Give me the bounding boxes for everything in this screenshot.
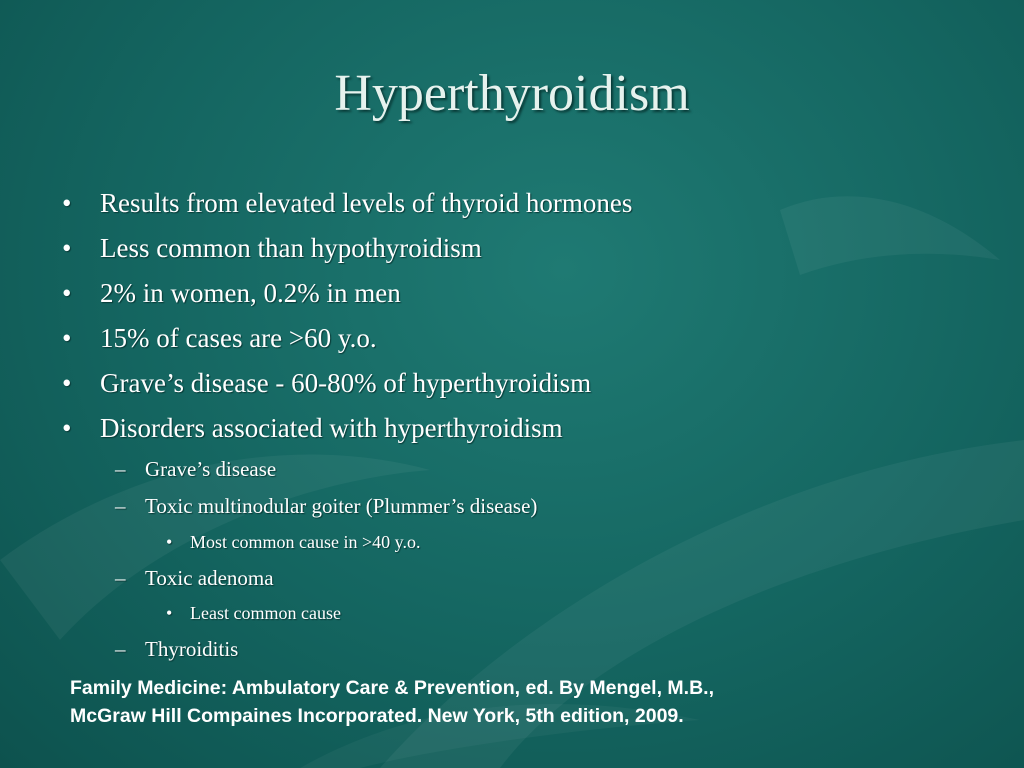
bullet-marker: • xyxy=(166,603,173,623)
sub-sub-list-item-text: Least common cause xyxy=(190,603,341,623)
citation-line: Family Medicine: Ambulatory Care & Prevention, ed. By Mengel, M.B., xyxy=(70,677,714,699)
slide-title: Hyperthyroidism xyxy=(334,65,690,122)
sub-list-item-text: Toxic multinodular goiter (Plummer’s disease) xyxy=(145,494,538,518)
bullet-marker: • xyxy=(62,413,72,443)
sub-list-item xyxy=(115,492,537,520)
sub-sub-list-item xyxy=(166,601,341,625)
sub-sub-list-item xyxy=(166,530,420,554)
list-item xyxy=(62,366,591,400)
bullet-marker: • xyxy=(62,368,72,398)
sub-list-item-text: Grave’s disease xyxy=(145,457,277,481)
citation-line: McGraw Hill Compaines Incorporated. New York, 5th edition, 2009. xyxy=(70,705,684,727)
dash-marker: – xyxy=(115,457,126,481)
list-item-text: Less common than hypothyroidism xyxy=(100,233,482,263)
list-item xyxy=(62,231,482,265)
dash-marker: – xyxy=(115,494,126,518)
list-item xyxy=(62,276,401,310)
sub-list-item xyxy=(115,455,276,483)
sub-list-item-text: Thyroiditis xyxy=(145,637,239,661)
list-item-text: 2% in women, 0.2% in men xyxy=(100,278,401,308)
dash-marker: – xyxy=(115,637,126,661)
bullet-marker: • xyxy=(62,233,72,263)
list-item-text: Disorders associated with hyperthyroidism xyxy=(100,413,563,443)
sub-list-item xyxy=(115,564,274,592)
sub-sub-list-item-text: Most common cause in >40 y.o. xyxy=(190,532,421,552)
list-item xyxy=(62,411,563,445)
list-item xyxy=(62,186,632,220)
bullet-marker: • xyxy=(62,323,72,353)
list-item-text: 15% of cases are >60 y.o. xyxy=(100,323,377,353)
dash-marker: – xyxy=(115,566,126,590)
bullet-marker: • xyxy=(62,188,72,218)
list-item-text: Grave’s disease - 60-80% of hyperthyroidism xyxy=(100,368,592,398)
bullet-marker: • xyxy=(166,532,173,552)
sub-list-item-text: Toxic adenoma xyxy=(145,566,274,590)
sub-list-item xyxy=(115,635,238,663)
citation xyxy=(70,674,1000,730)
list-item-text: Results from elevated levels of thyroid hormones xyxy=(100,188,633,218)
list-item xyxy=(62,321,377,355)
bullet-marker: • xyxy=(62,278,72,308)
